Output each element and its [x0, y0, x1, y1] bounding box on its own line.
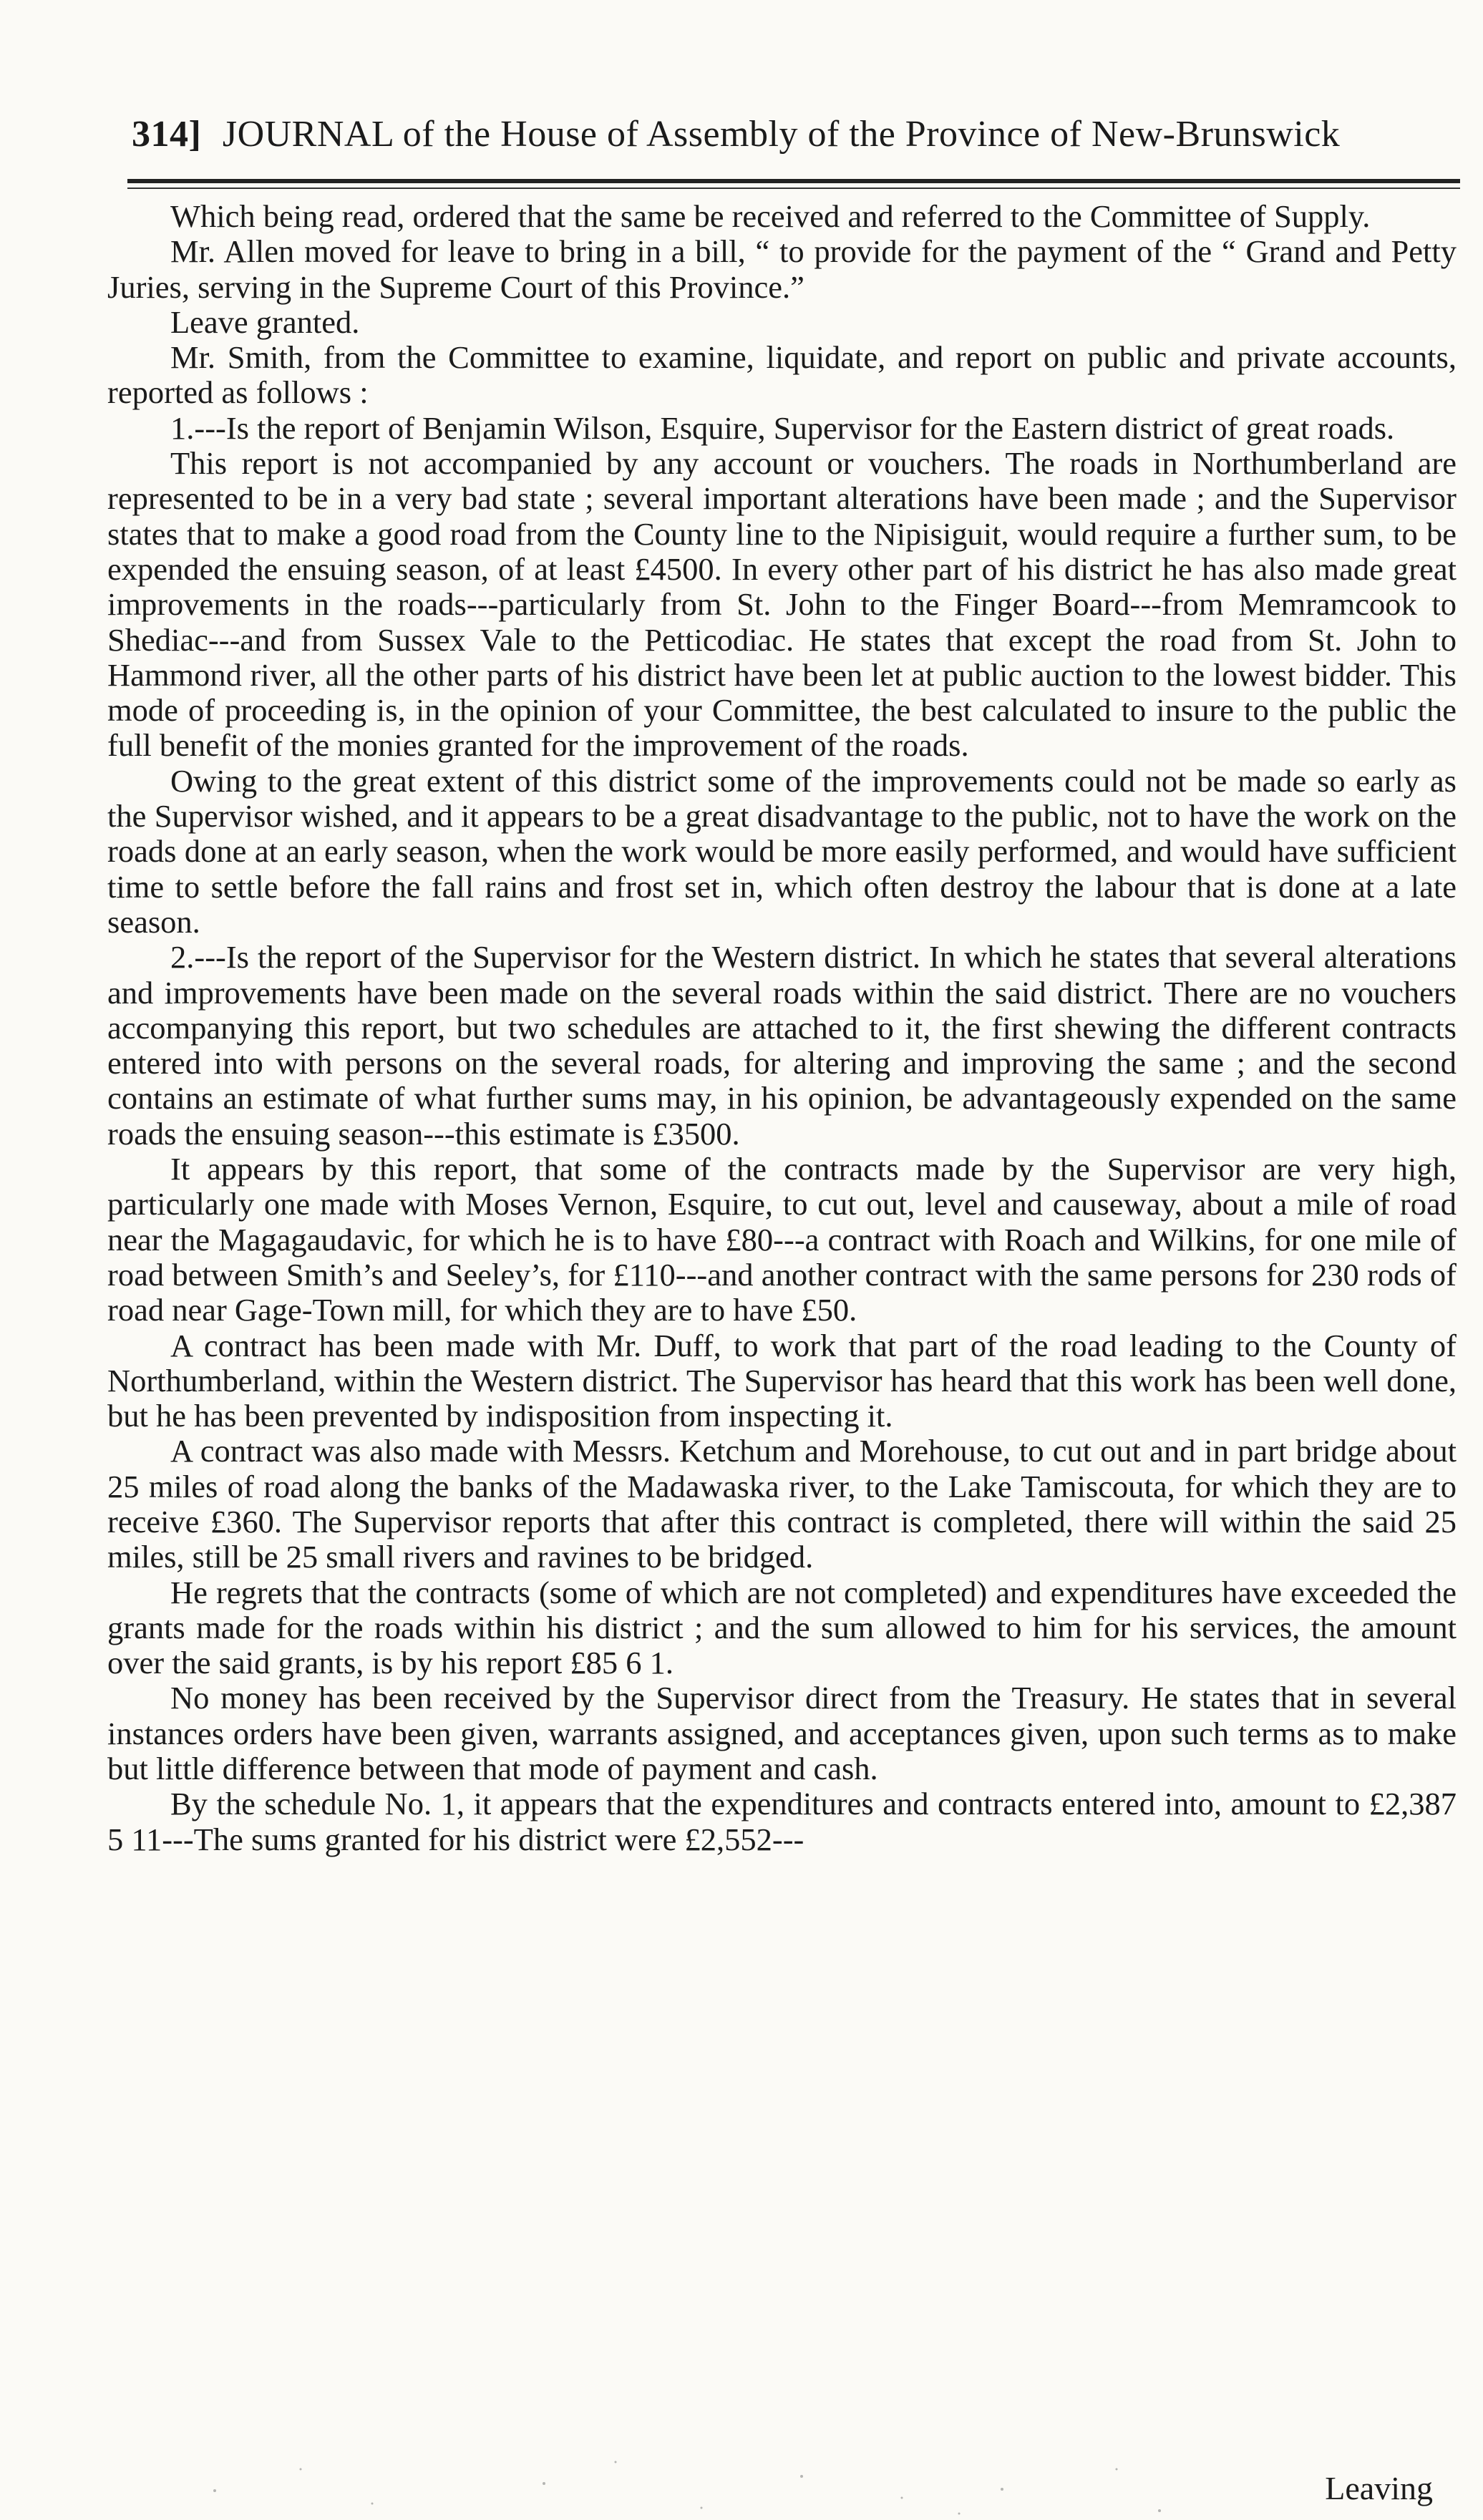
- paragraph: A contract was also made with Messrs. Ketchum and Morehouse, to cut out and in part bridge about 25 miles of road along the banks of the Madawaska river, to the Lake Tamiscouta, for which they are to receive £360. The Supervisor reports that after this contract is completed, there will within the said 25 miles, still be 25 small rivers and ravines to be bridged.: [107, 1433, 1457, 1575]
- paragraph: A contract has been made with Mr. Duff, to work that part of the road leading to the County of Northumberland, within the Western district. The Supervisor has heard that this work has been well done, but he has been prevented by indisposition from inspecting it.: [107, 1327, 1457, 1434]
- running-title: JOURNAL of the House of Assembly of the Province of New-Brunswick: [222, 114, 1341, 155]
- paragraph: Leave granted.: [170, 303, 360, 340]
- paragraph: Mr. Allen moved for leave to bring in a bill, “ to provide for the payment of the “ Grand and Petty Juries, serving in the Supreme Court of this Province.”: [107, 233, 1457, 305]
- paragraph: 2.---Is the report of the Supervisor for the Western district. In which he states that several alterations and improvements have been made on the several roads within the said district. There are no vouchers accompanying this report, but two schedules are attached to it, the first shewing the different contracts entered into with persons on the several roads, for altering and improving the same ; and the second contains an estimate of what further sums may, in his opinion, be advantageously expended on the same roads the ensuing season---this estimate is £3500.: [107, 939, 1457, 1152]
- paragraph: This report is not accompanied by any account or vouchers. The roads in Northumberland are represented to be in a very bad state ; several important alterations have been made ; and the Supervisor states that to make a good road from the County line to the Nipisiguit, would require a further sum, to be expended the ensuing season, of at least £4500. In every other part of his district he has also made great improvements in the roads---particularly from St. John to the Finger Board---from Memramcook to Shediac---and from Sussex Vale to the Petticodiac. He states that except the road from St. John to Hammond river, all the other parts of his district have been let at public auction to the lowest bidder. This mode of proceeding is, in the opinion of your Committee, the best calculated to insure to the public the full benefit of the monies granted for the improvement of the roads.: [107, 445, 1457, 764]
- paragraph: Mr. Smith, from the Committee to examine, liquidate, and report on public and private accounts, reported as follows :: [107, 339, 1457, 411]
- paragraph: It appears by this report, that some of the contracts made by the Supervisor are very high, particularly one made with Moses Vernon, Esquire, to cut out, level and causeway, about a mile of road near the Magagaudavic, for which he is to have £80---a contract with Roach and Wilkins, for one mile of road between Smith’s and Seeley’s, for £110---and another contract with the same persons for 230 rods of road near Gage-Town mill, for which they are to have £50.: [107, 1151, 1457, 1328]
- paragraph: 1.---Is the report of Benjamin Wilson, Esquire, Supervisor for the Eastern district of great roads.: [170, 409, 1395, 446]
- paragraph: He regrets that the contracts (some of which are not completed) and expenditures have exceeded the grants made for the roads within his district ; and the sum allowed to him for his services, the amount over the said grants, is by his report £85 6 1.: [107, 1574, 1457, 1681]
- paragraph: Owing to the great extent of this district some of the improvements could not be made so early as the Supervisor wished, and it appears to be a great disadvantage to the public, not to have the work on the roads done at an early season, when the work would be more easily performed, and would have sufficient time to settle before the fall rains and frost set in, which often destroy the labour that is done at a late season.: [107, 762, 1457, 940]
- header-rule-thin: [127, 188, 1460, 189]
- catchword: Leaving: [1325, 2470, 1433, 2506]
- header-rule-thick: [127, 179, 1460, 183]
- paragraph: No money has been received by the Supervisor direct from the Treasury. He states that in several instances orders have been given, warrants assigned, and acceptances given, upon such terms as to make but little difference between that mode of payment and cash.: [107, 1680, 1457, 1787]
- print-specks: [0, 2448, 1483, 2520]
- paragraph: Which being read, ordered that the same be received and referred to the Committee of Supply.: [170, 198, 1371, 234]
- running-header: [132, 113, 1463, 156]
- paragraph: By the schedule No. 1, it appears that the expenditures and contracts entered into, amount to £2,387 5 11---The sums granted for his district were £2,552---: [107, 1786, 1457, 1857]
- page-number: 314]: [132, 114, 202, 155]
- journal-body: [107, 199, 1457, 1857]
